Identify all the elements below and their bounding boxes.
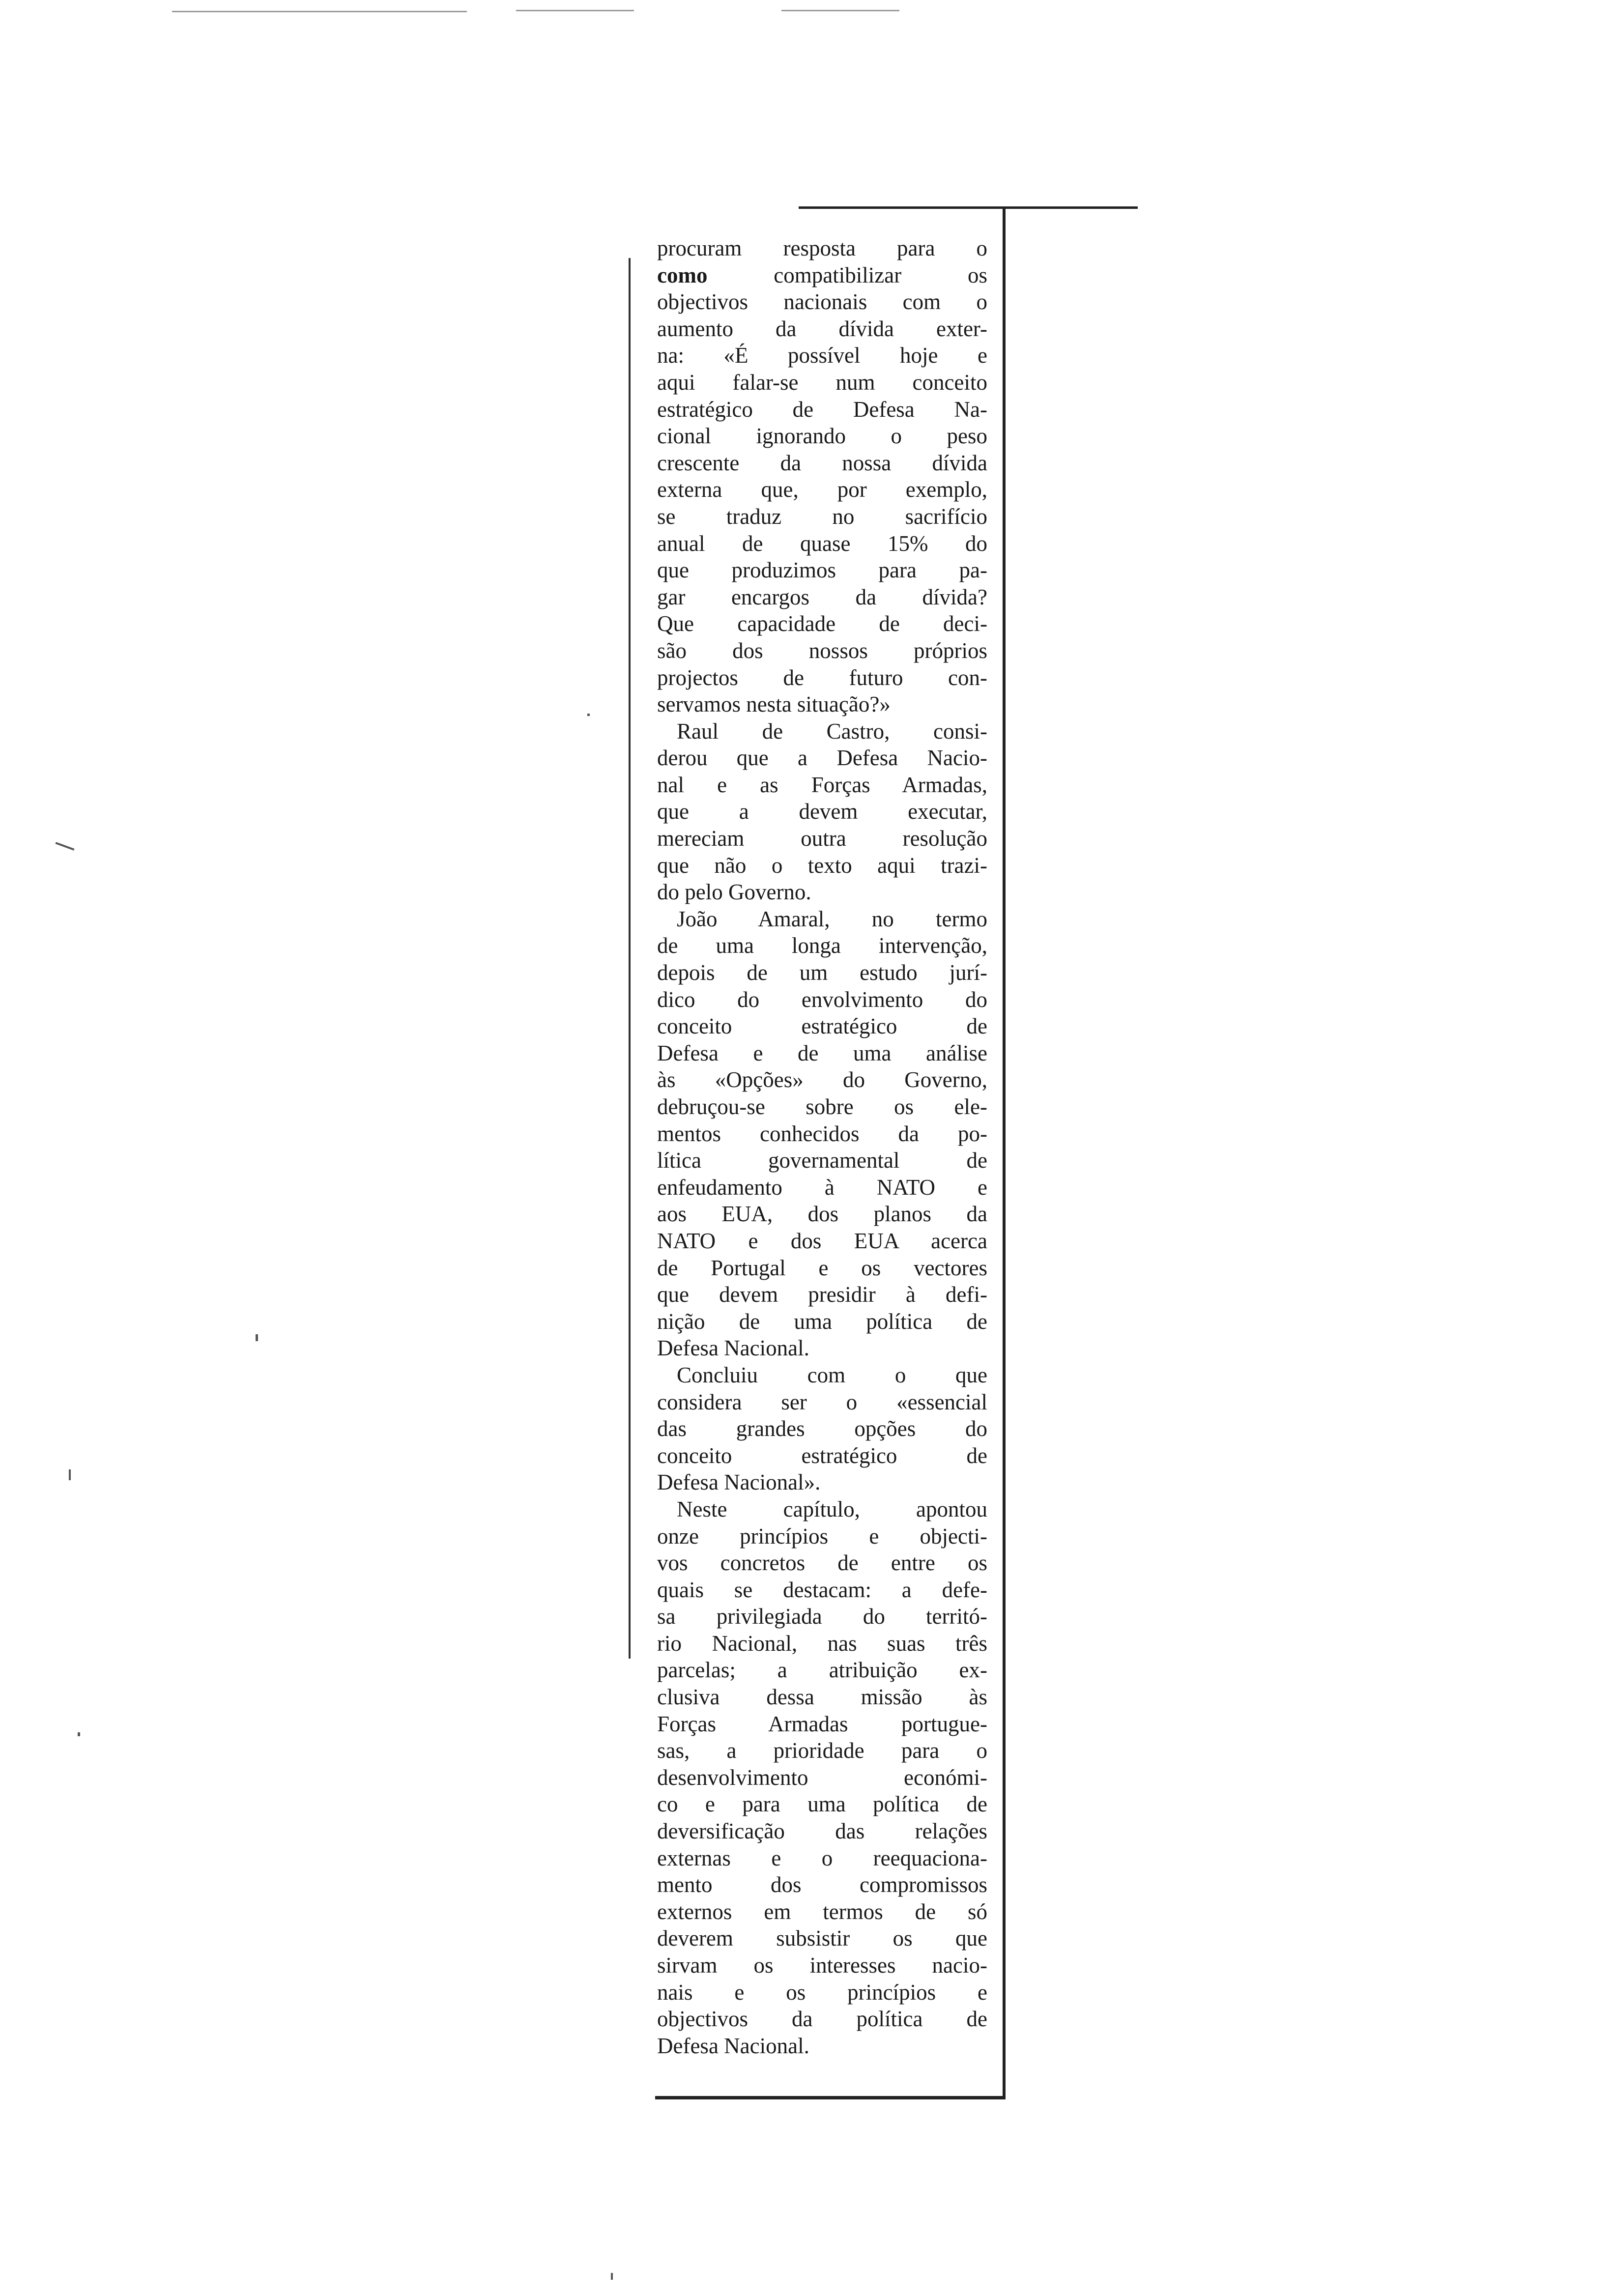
- article-line: anual de quase 15% do: [657, 531, 987, 556]
- article-text-column: [657, 235, 987, 2059]
- article-line: onze princípios e objecti-: [657, 1523, 987, 1549]
- article-line: Defesa Nacional».: [657, 1470, 821, 1495]
- article-line: sirvam os interesses nacio-: [657, 1953, 987, 1978]
- article-line: Defesa Nacional.: [657, 1336, 809, 1361]
- article-line: mereciam outra resolução: [657, 826, 987, 851]
- article-line: na: «É possível hoje e: [657, 343, 987, 368]
- article-line: do pelo Governo.: [657, 880, 811, 905]
- newspaper-clipping: [632, 206, 1012, 2103]
- article-line: que a devem executar,: [657, 799, 987, 824]
- article-line: co e para uma política de: [657, 1792, 987, 1817]
- article-line: debruçou-se sobre os ele-: [657, 1094, 987, 1119]
- article-line: Defesa Nacional.: [657, 2033, 809, 2058]
- article-line: conceito estratégico de: [657, 1443, 987, 1468]
- article-line: nal e as Forças Armadas,: [657, 772, 987, 797]
- emphasis: como: [657, 262, 708, 287]
- scan-speck: [78, 1732, 80, 1736]
- article-line: vos concretos de entre os: [657, 1550, 987, 1576]
- article-line: Neste capítulo, apontou: [677, 1496, 987, 1521]
- article-line: objectivos da política de: [657, 2007, 987, 2032]
- article-line: externas e o reequaciona-: [657, 1845, 987, 1870]
- scan-artifact-top-1: [172, 11, 467, 12]
- article-line: aumento da dívida exter-: [657, 316, 987, 341]
- article-line: são dos nossos próprios: [657, 638, 987, 663]
- scan-speck: [69, 1469, 71, 1480]
- article-line: enfeudamento à NATO e: [657, 1175, 987, 1200]
- article-line: deversificação das relações: [657, 1819, 987, 1844]
- article-line: cional ignorando o peso: [657, 424, 987, 449]
- scan-speck: [587, 714, 590, 716]
- scan-speck: [611, 2273, 613, 2280]
- article-line: parcelas; a atribuição ex-: [657, 1658, 987, 1683]
- article-line: externa que, por exemplo,: [657, 477, 987, 502]
- article-line: depois de um estudo jurí-: [657, 960, 987, 985]
- article-line: que não o texto aqui trazi-: [657, 853, 987, 878]
- article-line: de Portugal e os vectores: [657, 1255, 987, 1280]
- article-line: Concluiu com o que: [677, 1362, 987, 1387]
- scan-speck: [56, 842, 75, 850]
- article-line: dico do envolvimento do: [657, 987, 987, 1012]
- article-line: às «Opções» do Governo,: [657, 1067, 987, 1092]
- article-line: Defesa e de uma análise: [657, 1040, 987, 1065]
- article-line: rio Nacional, nas suas três: [657, 1631, 987, 1656]
- article-line: como compatibilizar os: [657, 262, 987, 287]
- article-line: estratégico de Defesa Na-: [657, 397, 987, 422]
- article-line: sas, a prioridade para o: [657, 1738, 987, 1763]
- article-line: aqui falar-se num conceito: [657, 370, 987, 395]
- article-line: lítica governamental de: [657, 1148, 987, 1173]
- article-line: nais e os princípios e: [657, 1980, 987, 2005]
- article-line: derou que a Defesa Nacio-: [657, 746, 987, 771]
- article-line: mentos conhecidos da po-: [657, 1121, 987, 1146]
- article-line: que produzimos para pa-: [657, 558, 987, 583]
- article-line: Forças Armadas portugue-: [657, 1711, 987, 1736]
- article-line: considera ser o «essencial: [657, 1389, 987, 1414]
- clipping-border-bottom: [655, 2096, 1006, 2099]
- article-line: objectivos nacionais com o: [657, 289, 987, 315]
- article-line: gar encargos da dívida?: [657, 584, 987, 609]
- article-line: projectos de futuro con-: [657, 665, 987, 690]
- article-line: aos EUA, dos planos da: [657, 1202, 987, 1227]
- article-line: crescente da nossa dívida: [657, 450, 987, 475]
- article-line: desenvolvimento económi-: [657, 1765, 987, 1790]
- clipping-border-left: [629, 258, 631, 1659]
- article-line: clusiva dessa missão às: [657, 1685, 987, 1710]
- scan-artifact-top-3: [781, 10, 899, 11]
- scan-artifact-top-2: [516, 10, 634, 11]
- article-line: quais se destacam: a defe-: [657, 1577, 987, 1602]
- article-line: Raul de Castro, consi-: [677, 718, 987, 744]
- scan-speck: [256, 1334, 258, 1341]
- article-line: de uma longa intervenção,: [657, 933, 987, 958]
- article-line: mento dos compromissos: [657, 1872, 987, 1897]
- article-line: João Amaral, no termo: [677, 906, 987, 931]
- article-line: servamos nesta situação?»: [657, 692, 891, 717]
- article-line: que devem presidir à defi-: [657, 1282, 987, 1307]
- article-line: sa privilegiada do territó-: [657, 1604, 987, 1629]
- article-line: se traduz no sacrifício: [657, 504, 987, 529]
- article-line: conceito estratégico de: [657, 1014, 987, 1039]
- article-line: das grandes opções do: [657, 1416, 987, 1441]
- article-line: externos em termos de só: [657, 1899, 987, 1924]
- article-line: deverem subsistir os que: [657, 1926, 987, 1951]
- article-line: nição de uma política de: [657, 1309, 987, 1334]
- article-line: Que capacidade de deci-: [657, 611, 987, 636]
- article-line: NATO e dos EUA acerca: [657, 1228, 987, 1253]
- clipping-border-top: [799, 206, 1138, 209]
- clipping-border-right: [1003, 206, 1006, 2098]
- article-line: procuram resposta para o: [657, 236, 987, 260]
